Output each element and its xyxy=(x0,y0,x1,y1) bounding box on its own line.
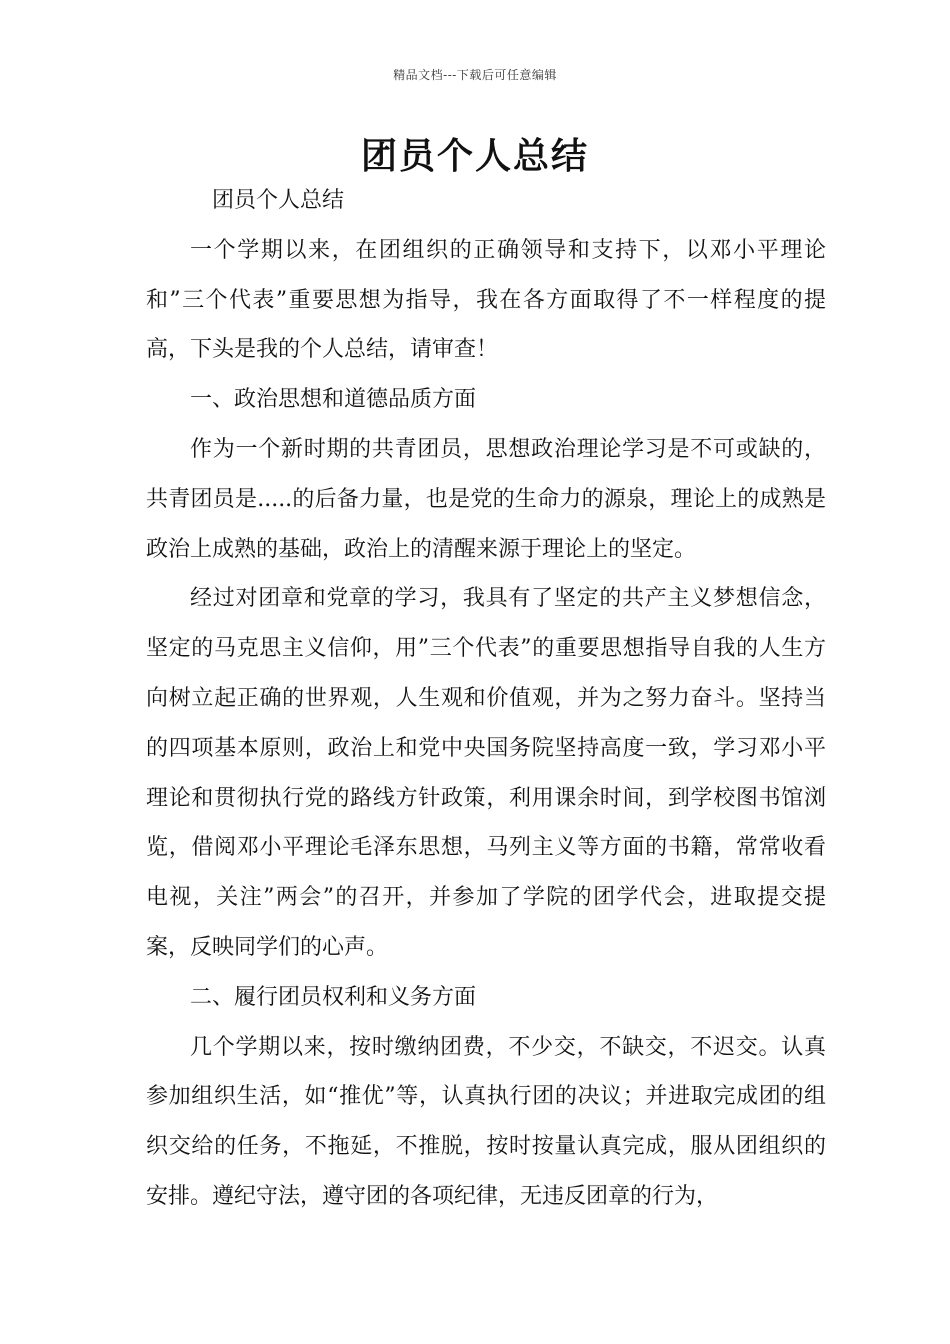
paragraph-politics-1: 作为一个新时期的共青团员，思想政治理论学习是不可或缺的，共青团员是.....的后备力量，也是党的生命力的源泉，理论上的成熟是政治上成熟的基础，政治上的清醒来源于理论上的坚定。 xyxy=(146,436,826,562)
paragraph-duties-1: 几个学期以来，按时缴纳团费，不少交，不缺交，不迟交。认真参加组织生活，如“推优”等，认真执行团的决议；并进取完成团的组织交给的任务，不拖延，不推脱，按时按量认真完成，服从团组织的安排。遵纪守法，遵守团的各项纪律，无违反团章的行为， xyxy=(146,1034,826,1209)
section-heading-politics: 一、政治思想和道德品质方面 xyxy=(190,387,477,413)
document-body xyxy=(146,176,826,1222)
section-heading-duties: 二、履行团员权利和义务方面 xyxy=(190,984,477,1010)
header-note: 精品文档---下载后可任意编辑 xyxy=(393,68,557,82)
document-subtitle: 团员个人总结 xyxy=(212,188,345,213)
document-title: 团员个人总结 xyxy=(360,136,589,177)
paragraph-intro: 一个学期以来，在团组织的正确领导和支持下，以邓小平理论和”三个代表”重要思想为指导，我在各方面取得了不一样程度的提高，下头是我的个人总结，请审查！ xyxy=(146,237,826,363)
paragraph-politics-2: 经过对团章和党章的学习，我具有了坚定的共产主义梦想信念，坚定的马克思主义信仰，用”三个代表”的重要思想指导自我的人生方向树立起正确的世界观，人生观和价值观，并为之努力奋斗。坚持当的四项基本原则，政治上和党中央国务院坚持高度一致，学习邓小平理论和贯彻执行党的路线方针政策，利用课余时间，到学校图书馆浏览，借阅邓小平理论毛泽东思想，马列主义等方面的书籍，常常收看电视，关注”两会”的召开，并参加了学院的团学代会，进取提交提案，反映同学们的心声。 xyxy=(146,586,826,960)
